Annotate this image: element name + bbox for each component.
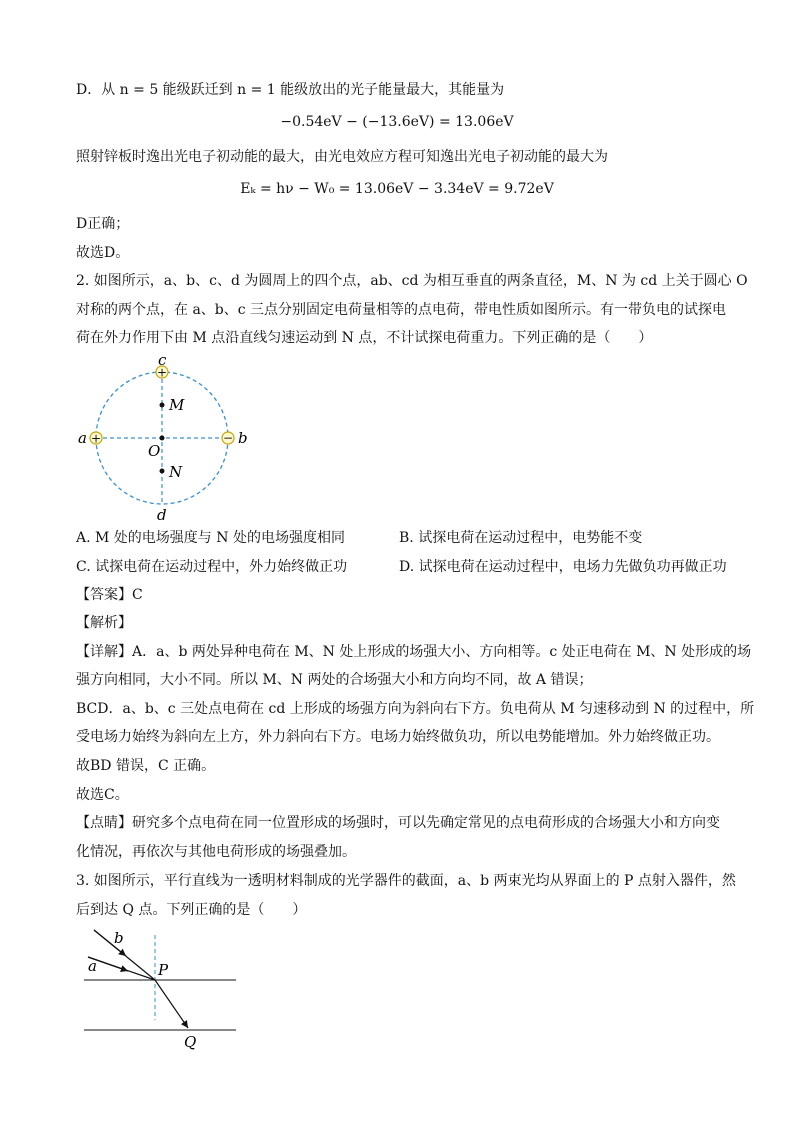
q2-choose: 故选C。 xyxy=(76,787,129,803)
q1-equation-1: −0.54eV − (−13.6eV) = 13.06eV xyxy=(280,114,514,130)
q3-stem-line-2: 后到达 Q 点。下列正确的是（ ） xyxy=(76,902,307,918)
label-c: c xyxy=(158,351,167,369)
q2-tip-line-1: 【点睛】研究多个点电荷在同一位置形成的场强时，可以先确定常见的点电荷形成的合场强大小和方向变 xyxy=(76,815,720,831)
q3-stem-line-1: 3. 如图所示，平行直线为一透明材料制成的光学器件的截面，a、b 两束光均从界面上的 P 点射入器件，然 xyxy=(76,873,736,889)
q2-detail-line-3: BCD．a、b、c 三处点电荷在 cd 上形成的场强方向为斜向右下方。负电荷从 M 匀速移动到 N 的过程中，所 xyxy=(76,701,755,717)
q2-option-b: B. 试探电荷在运动过程中，电势能不变 xyxy=(399,530,643,546)
q1-d-correct: D正确； xyxy=(76,216,130,232)
point-M xyxy=(160,403,165,408)
label-N: N xyxy=(169,463,183,481)
q2-stem-line-3: 荷在外力作用下由 M 点沿直线匀速运动到 N 点，不计试探电荷重力。下列正确的是（ ） xyxy=(76,330,653,346)
q2-detail-line-1: 【详解】A．a、b 两处异种电荷在 M、N 处上形成的场强大小、方向相等。c 处正电荷在 M、N 处形成的场 xyxy=(76,644,752,660)
label-M: M xyxy=(169,396,185,414)
q1-option-d-text: D．从 n = 5 能级跃迁到 n = 1 能级放出的光子能量最大，其能量为 xyxy=(76,82,505,98)
point-O xyxy=(160,436,165,441)
q1-equation-2: Eₖ = hν − W₀ = 13.06eV − 3.34eV = 9.72eV xyxy=(240,181,554,197)
q2-stem-line-2: 对称的两个点，在 a、b、c 三点分别固定电荷量相等的点电荷，带电性质如图所示。有一带负电的试探电 xyxy=(76,302,727,318)
q2-answer: 【答案】C xyxy=(76,587,143,603)
point-N xyxy=(160,469,165,474)
label-a: a xyxy=(88,957,97,975)
label-b: b xyxy=(238,429,248,447)
q3-refraction-figure xyxy=(76,925,246,1055)
label-Q: Q xyxy=(184,1033,197,1051)
q2-option-d: D. 试探电荷在运动过程中，电场力先做负功再做正功 xyxy=(399,559,727,575)
label-O: O xyxy=(148,442,161,460)
label-d: d xyxy=(157,506,167,524)
label-b: b xyxy=(114,929,124,947)
label-P: P xyxy=(158,961,169,979)
q2-detail-line-5: 故BD 错误，C 正确。 xyxy=(76,758,216,774)
q2-stem-line-1: 2. 如图所示，a、b、c、d 为圆周上的四个点，ab、cd 为相互垂直的两条直径，M、N 为 cd 上关于圆心 O xyxy=(76,273,748,289)
q2-circle-figure xyxy=(70,350,260,525)
label-a: a xyxy=(78,429,87,447)
refracted-ray xyxy=(155,980,188,1028)
q2-option-c: C. 试探电荷在运动过程中，外力始终做正功 xyxy=(76,559,348,575)
q2-detail-line-4: 受电场力始终为斜向左上方，外力斜向右下方。电场力始终做负功，所以电势能增加。外力始终做正功。 xyxy=(76,729,720,745)
q2-tip-line-2: 化情况，再依次与其他电荷形成的场强叠加。 xyxy=(76,844,356,860)
q2-detail-line-2: 强方向相同，大小不同。所以 M、N 两处的合场强大小和方向均不同，故 A 错误； xyxy=(76,672,593,688)
charge-c-sign: + xyxy=(156,365,168,380)
charge-a-sign: + xyxy=(90,431,102,446)
q2-option-a: A. M 处的电场强度与 N 处的电场强度相同 xyxy=(76,530,345,546)
charge-b-sign: − xyxy=(222,431,234,445)
q1-explanation-line: 照射锌板时逸出光电子初动能的最大，由光电效应方程可知逸出光电子初动能的最大为 xyxy=(76,149,608,165)
q2-analysis-tag: 【解析】 xyxy=(76,615,132,631)
q1-choose: 故选D。 xyxy=(76,245,130,261)
